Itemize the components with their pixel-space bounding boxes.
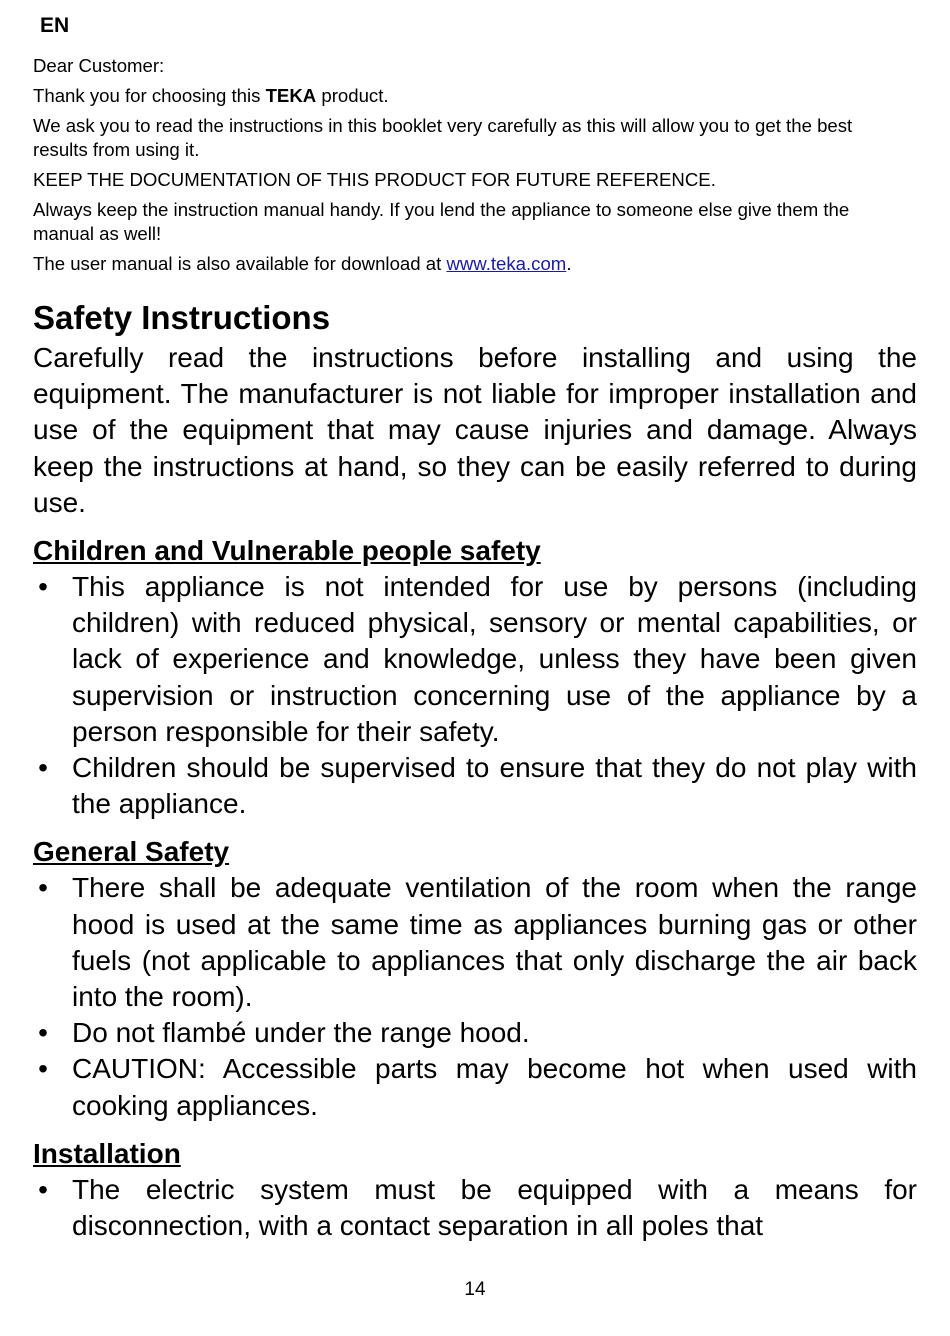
bullet-icon: • [38,571,48,603]
download-after: . [566,253,572,274]
list-item-text: Children should be supervised to ensure that they do not play with the appliance. [72,752,917,820]
list-item [33,1015,917,1051]
bullet-icon: • [38,752,48,784]
list-item [33,1172,917,1244]
list-item [33,569,917,750]
general-list [33,870,917,1123]
bullet-icon: • [38,1017,48,1049]
download-text [33,252,903,276]
read-instructions-text: We ask you to read the instructions in this booklet very carefully as this will allow you to get the best results from using it. [33,115,853,160]
section-heading-children: Children and Vulnerable people safety [33,535,541,567]
safety-body: Carefully read the instructions before installing and using the equipment. The manufacturer is not liable for improper installation and use of the equipment that may cause injuries and damage. Always keep the instructions at hand, so they can be easily referred to during use. [33,342,917,518]
bullet-icon: • [38,1173,48,1205]
list-item-text: This appliance is not intended for use by persons (including children) with reduced physical, sensory or mental capabilities, or lack of experience and knowledge, unless they have been given supervision or instruction concerning use of the appliance by a person responsible for their safety. [72,571,917,747]
thanks-before: Thank you for choosing this [33,85,266,106]
intro-section [33,54,903,282]
brand-name: TEKA [265,85,317,106]
list-item-text: CAUTION: Accessible parts may become hot when used with cooking appliances. [72,1053,917,1121]
safety-title: Safety Instructions [33,299,331,336]
list-item [33,750,917,822]
children-list [33,569,917,822]
thanks-after: product. [316,85,389,106]
keep-documentation-text: KEEP THE DOCUMENTATION OF THIS PRODUCT FOR FUTURE REFERENCE. [33,169,716,190]
list-item [33,870,917,1015]
greeting: Dear Customer: [33,55,165,76]
bullet-icon: • [38,872,48,904]
list-item [33,1051,917,1123]
list-item-text: Do not flambé under the range hood. [72,1017,530,1049]
thanks-text [33,84,903,108]
download-before: The user manual is also available for download at [33,253,447,274]
page-number: 14 [464,1279,486,1300]
website-link[interactable]: www.teka.com [446,253,567,274]
language-code: EN [40,14,70,37]
manual-handy-text: Always keep the instruction manual handy. If you lend the appliance to someone else give them the manual as well! [33,199,850,244]
section-heading-installation: Installation [33,1137,181,1169]
list-item-text: The electric system must be equipped with a means for disconnection, with a contact separation in all poles that [72,1173,917,1242]
list-item-text: There shall be adequate ventilation of the room when the range hood is used at the same time as appliances burning gas or other fuels (not applicable to appliances that only discharge the air back into the room). [72,872,917,1013]
section-heading-general: General Safety [33,836,230,868]
bullet-icon: • [38,1053,48,1085]
installation-list [33,1172,917,1244]
safety-instructions [33,296,917,1244]
